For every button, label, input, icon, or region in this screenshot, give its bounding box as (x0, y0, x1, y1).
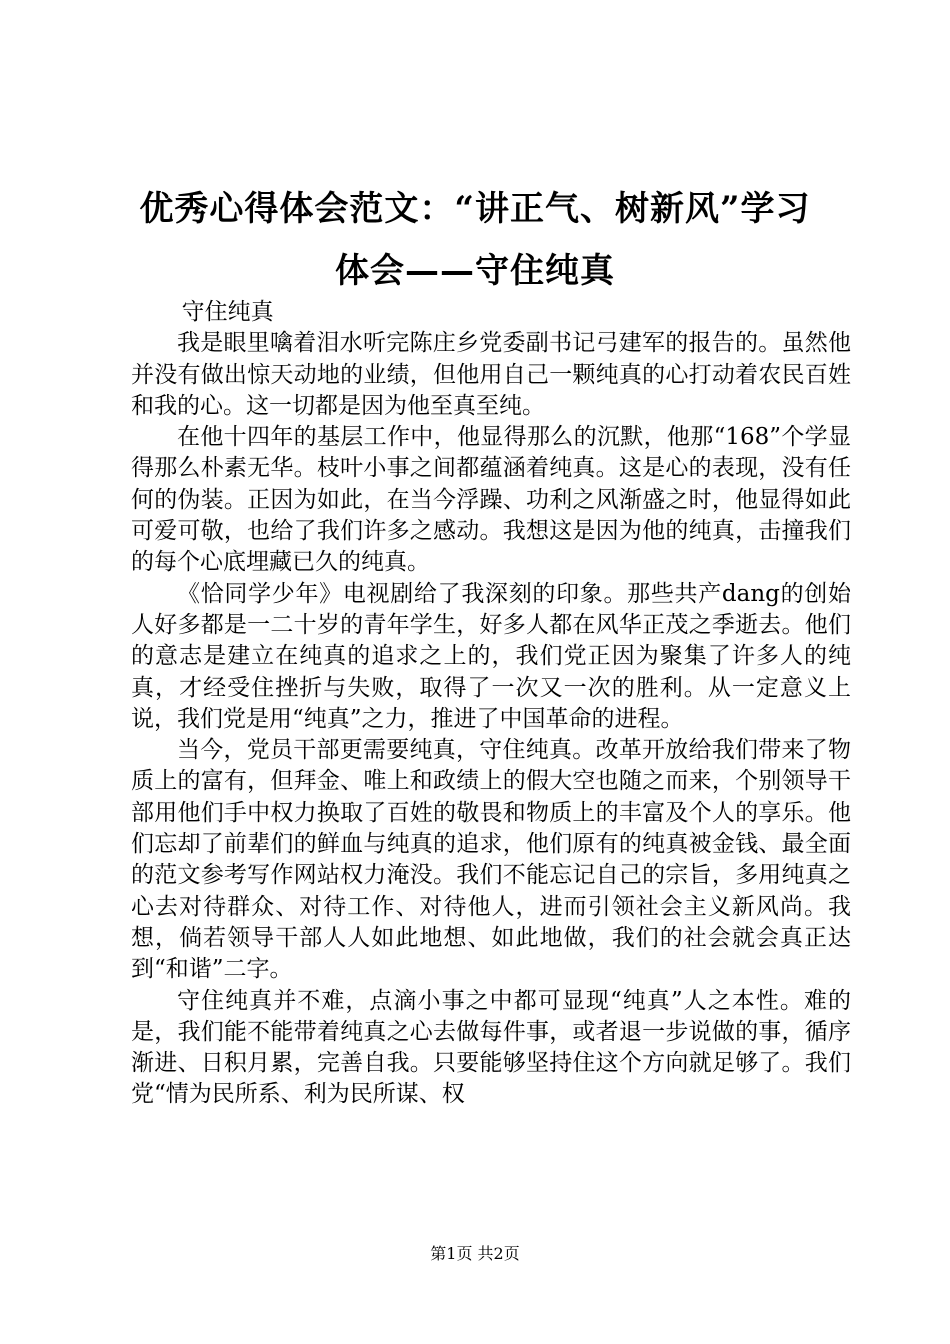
paragraph: 当今，党员干部更需要纯真，守住纯真。改革开放给我们带来了物质上的富有，但拜金、唯上和政绩上的假大空也随之而来，个别领导干部用他们手中权力换取了百姓的敬畏和物质上的丰富及个人的享乐。他们忘却了前辈们的鲜血与纯真的追求，他们原有的纯真被金钱、最全面的范文参考写作网站权力淹没。我们不能忘记自己的宗旨，多用纯真之心去对待群众、对待工作、对待他人，进而引领社会主义新风尚。我想，倘若领导干部人人如此地想、如此地做，我们的社会就会真正达到“和谐”二字。 (131, 737, 851, 983)
document-title (100, 178, 850, 302)
paragraph: 我是眼里噙着泪水听完陈庄乡党委副书记弓建军的报告的。虽然他并没有做出惊天动地的业绩，但他用自己一颗纯真的心打动着农民百姓和我的心。这一切都是因为他至真至纯。 (131, 330, 851, 419)
section-heading: 守住纯真 (181, 299, 274, 325)
paragraph: 守住纯真并不难，点滴小事之中都可显现“纯真”人之本性。难的是，我们能不能带着纯真之心去做每件事，或者退一步说做的事，循序渐进、日积月累，完善自我。只要能够坚持住这个方向就足够了。我们党“情为民所系、利为民所谋、权 (131, 987, 851, 1108)
document-body (131, 297, 851, 1111)
title-line-1: 优秀心得体会范文：“讲正气、树新风”学习 (139, 189, 811, 229)
paragraph: 《恰同学少年》电视剧给了我深刻的印象。那些共产dang的创始人好多都是一二十岁的青年学生，好多人都在风华正茂之季逝去。他们的意志是建立在纯真的追求之上的，我们党正因为聚集了许多人的纯真，才经受住挫折与失败，取得了一次又一次的胜利。从一定意义上说，我们党是用“纯真”之力，推进了中国革命的进程。 (131, 580, 851, 732)
paragraph: 在他十四年的基层工作中，他显得那么的沉默，他那“168”个学显得那么朴素无华。枝叶小事之间都蕴涵着纯真。这是心的表现，没有任何的伪装。正因为如此，在当今浮躁、功利之风渐盛之时，他显得如此可爱可敬，也给了我们许多之感动。我想这是因为他的纯真，击撞我们的每个心底埋藏已久的纯真。 (131, 424, 851, 576)
title-line-2: 体会——守住纯真 (335, 251, 615, 291)
page-number-footer: 第1页 共2页 (430, 1244, 520, 1263)
